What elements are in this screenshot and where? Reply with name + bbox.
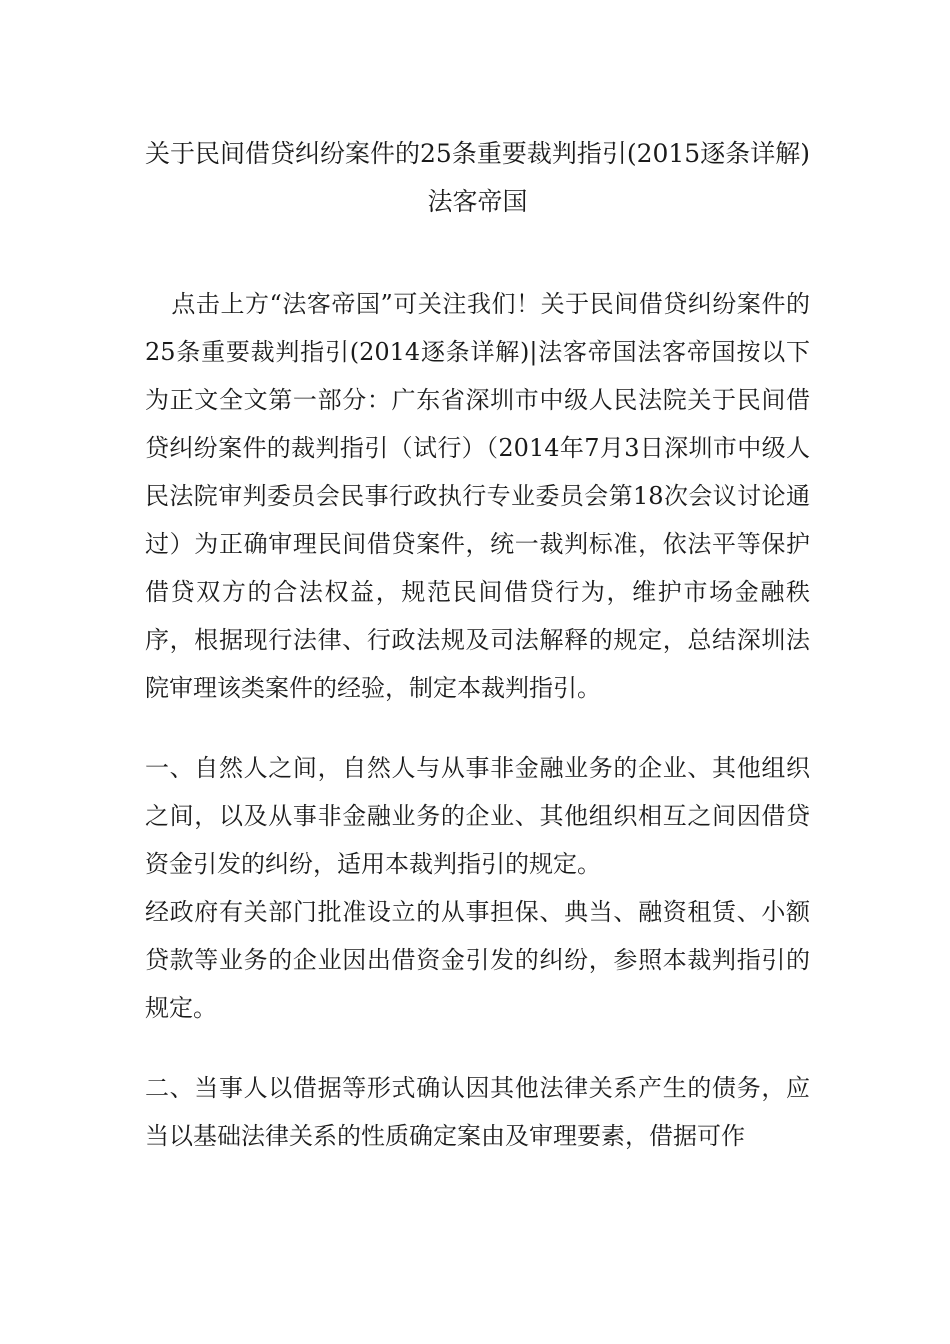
paragraph-article-1-supplement: 经政府有关部门批准设立的从事担保、典当、融资租赁、小额贷款等业务的企业因出借资金引发的纠纷，参照本裁判指引的规定。	[145, 898, 810, 1022]
document-title: 关于民间借贷纠纷案件的25条重要裁判指引(2015逐条详解)法客帝国	[145, 139, 810, 216]
paragraph-article-1: 一、自然人之间，自然人与从事非金融业务的企业、其他组织之间，以及从事非金融业务的企业、其他组织相互之间因借贷资金引发的纠纷，适用本裁判指引的规定。	[145, 754, 810, 878]
paragraph-article-2: 二、当事人以借据等形式确认因其他法律关系产生的债务，应当以基础法律关系的性质确定案由及审理要素，借据可作	[145, 1074, 810, 1150]
document-body	[145, 280, 810, 1160]
paragraph-intro: 点击上方“法客帝国”可关注我们！关于民间借贷纠纷案件的25条重要裁判指引(2014逐条详解)|法客帝国法客帝国按以下为正文全文第一部分：广东省深圳市中级人民法院关于民间借贷纠纷案件的裁判指引（试行）（2014年7月3日深圳市中级人民法院审判委员会民事行政执行专业委员会第18次会议讨论通过）为正确审理民间借贷案件，统一裁判标准，依法平等保护借贷双方的合法权益，规范民间借贷行为，维护市场金融秩序，根据现行法律、行政法规及司法解释的规定，总结深圳法院审理该类案件的经验，制定本裁判指引。	[145, 290, 810, 702]
